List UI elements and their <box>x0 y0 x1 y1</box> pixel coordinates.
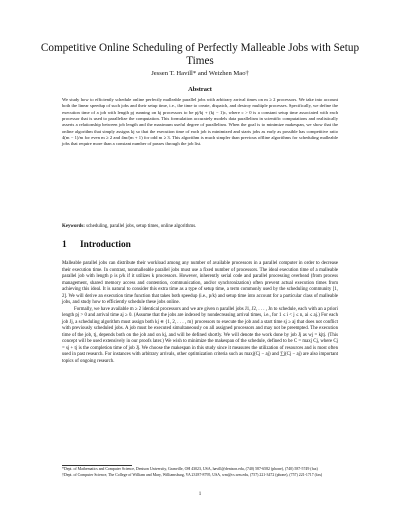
paragraph: Formally, we have available m ≥ 2 identical processors and we are given n parallel jobs J1, J2, . . . , Jn to schedule, each with an a priori length pj > 0 and arrival time aj ≥ 0. (Assume that the jobs are indexed by nondecreasing arrival times, i.e., for 1 ≤ i < j ≤ n, ai ≤ aj.) For each job Jj, a scheduling algorithm must assign both kj ∈ {1, 2, . . . , m} processors to execute the job and a start time sj ≥ aj that does not conflict with previously scheduled jobs. A job must be executed simultaneously on all assigned processors and may not be preempted. The execution time of the job, tj, depends both on the job and on kj, and will be defined shortly. We will denote the work done by job Jj as wj = kjtj. (This concept will be used extensively in our proofs later.) We wish to minimize the makespan of the schedule, defined to be C = maxj Cj, where Cj = sj + tj is the completion time of job Jj. We choose the makespan in this study since it measures the utilization of resources and is most often used in past research. For instances with arbitrary arrivals, other optimization criteria such as maxj(Cj − aj) and ∑j(Cj − aj) are also important topics of ongoing research. <box>62 306 338 364</box>
section-number: 1 <box>62 240 67 250</box>
body-text <box>62 261 338 365</box>
section-title: Introduction <box>80 240 131 250</box>
footnote-rule <box>62 465 132 466</box>
section-heading <box>62 240 338 250</box>
page-number: 1 <box>198 492 202 497</box>
keywords-text: scheduling, parallel jobs, setup times, online algorithms. <box>86 224 197 229</box>
footnote: †Dept. of Computer Science, The College of William and Mary, Williamsburg, VA 23187-8795, USA, wm@cs.wm.edu, (757) 221-3472 (phone), (757) 221-1717 (fax) <box>62 473 323 477</box>
keywords-line <box>62 224 338 230</box>
abstract-heading: Abstract <box>188 86 212 93</box>
keywords-label: Keywords: <box>62 224 85 229</box>
paper-authors: Jessen T. Havill* and Weizhen Mao† <box>151 70 249 77</box>
abstract-text: We study how to efficiently schedule online perfectly malleable parallel jobs with arbitrary arrival times on m ≥ 2 processors. We take into account both the linear speedup of such jobs and their setup time, i.e., the time to create, dispatch, and destroy multiple processes. Specifically, we define the execution time of a job with length pj running on kj processors to be pj/kj + (kj − 1)c, where c > 0 is a constant setup time associated with each processor that is used to parallelize the computation. This formulation accurately models data parallelism in scientific computations and realistically asserts a relationship between job length and the maximum useful degree of parallelism. When the goal is to minimize makespan, we show that the online algorithm that simply assigns kj so that the execution time of each job is minimized and starts jobs as early as possible has competitive ratio 4(m − 1)/m for even m ≥ 2 and 4m/(m + 1) for odd m ≥ 3. This algorithm is much simpler than previous offline algorithms for scheduling malleable jobs that require more than a constant number of passes through the job list. <box>62 97 338 147</box>
footnotes <box>62 467 338 478</box>
paragraph: Malleable parallel jobs can distribute their workload among any number of available processors in a parallel computer in order to decrease their execution time. In contrast, nonmalleable parallel jobs must use a fixed number of processors. The ideal execution time of a malleable parallel job with length p is p/k if it utilizes k processors. However, inherently serial code and parallel processing overhead (from process management, shared memory access and contention, communication, and/or synchronization) often prevent actual execution times from achieving this ideal. It is natural to consider this extra time as a type of setup time, a term commonly used by the scheduling community [1, 2]. We will derive an execution time function that takes both speedup (i.e., p/k) and setup time into account for a particular class of malleable jobs, and study how to efficiently schedule these jobs online. <box>62 261 338 306</box>
footnote: *Dept. of Mathematics and Computer Science, Denison University, Granville, OH 43023, USA, havill@denison.edu, (740) 587-6582 (phone), (740) 587-5749 (fax) <box>62 467 318 471</box>
paper-title: Competitive Online Scheduling of Perfectly Malleable Jobs with Setup Times <box>40 42 360 67</box>
